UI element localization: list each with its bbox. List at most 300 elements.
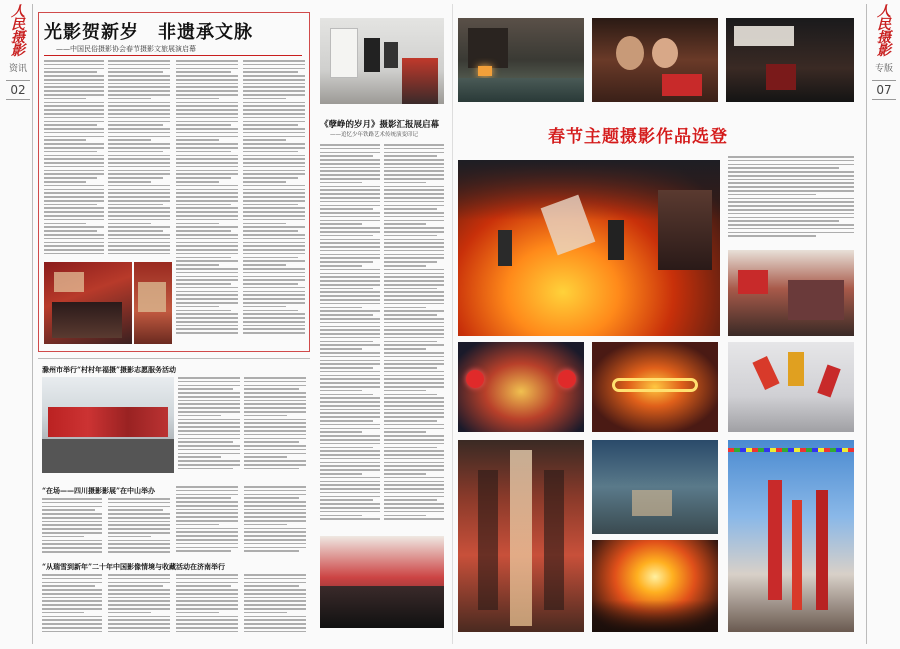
text-line: [384, 420, 437, 422]
text-line: [176, 242, 238, 244]
text-line: [108, 105, 170, 107]
text-line: [176, 181, 219, 183]
text-line: [44, 147, 104, 149]
text-line: [243, 215, 305, 217]
text-line: [176, 539, 238, 541]
text-line: [243, 219, 305, 221]
masthead-right: [872, 6, 896, 100]
text-line: [384, 341, 437, 343]
text-line: [728, 213, 854, 215]
text-line: [176, 139, 219, 141]
text-line: [728, 205, 854, 207]
text-line: [108, 98, 151, 100]
text-line: [384, 170, 444, 172]
text-line: [320, 352, 380, 354]
text-line: [320, 420, 373, 422]
text-line: [176, 253, 238, 255]
text-line: [176, 268, 238, 270]
text-line: [320, 235, 373, 237]
text-line: [384, 443, 444, 445]
text-line: [320, 276, 380, 278]
text-line: [178, 377, 240, 379]
text-line: [320, 397, 380, 399]
text-line: [108, 631, 170, 633]
text-line: [244, 512, 306, 514]
text-line: [44, 121, 104, 123]
text-line: [108, 139, 151, 141]
text-line: [320, 201, 380, 203]
text-line: [176, 600, 238, 602]
text-line: [44, 238, 104, 240]
text-line: [244, 494, 306, 496]
text-line: [320, 299, 380, 301]
text-line: [244, 396, 306, 398]
text-line: [728, 186, 854, 188]
text-line: [108, 64, 170, 66]
text-line: [176, 177, 231, 179]
text-line: [384, 375, 444, 377]
text-line: [178, 460, 240, 462]
text-line: [244, 509, 306, 511]
text-line: [243, 158, 305, 160]
text-line: [176, 71, 231, 73]
text-line: [728, 156, 854, 158]
text-line: [108, 597, 170, 599]
text-line: [108, 132, 170, 134]
text-line: [384, 201, 444, 203]
text-line: [244, 589, 306, 591]
text-line: [176, 574, 238, 576]
text-line: [44, 177, 97, 179]
text-line: [320, 499, 373, 501]
text-line: [244, 464, 306, 466]
text-line: [108, 196, 170, 198]
article-text: [108, 498, 170, 556]
text-line: [176, 535, 238, 537]
text-line: [44, 181, 86, 183]
text-line: [384, 163, 444, 165]
text-line: [243, 230, 298, 232]
text-line: [320, 197, 380, 199]
text-line: [176, 170, 238, 172]
text-line: [320, 428, 380, 430]
article-text: [42, 498, 102, 556]
text-line: [320, 469, 380, 471]
text-line: [244, 612, 287, 614]
text-line: [244, 539, 306, 541]
text-line: [108, 509, 163, 511]
text-line: [244, 388, 299, 390]
photo-iron-flower-sparks: [592, 540, 718, 632]
text-line: [728, 228, 854, 230]
text-line: [320, 496, 380, 498]
text-line: [384, 481, 444, 483]
text-line: [176, 631, 238, 633]
text-line: [728, 175, 854, 177]
text-line: [176, 497, 231, 499]
text-line: [42, 543, 102, 545]
text-line: [320, 280, 380, 282]
text-line: [176, 524, 219, 526]
text-line: [320, 356, 380, 358]
text-line: [178, 445, 240, 447]
text-line: [42, 597, 102, 599]
text-line: [176, 604, 238, 606]
text-line: [108, 147, 170, 149]
text-line: [176, 158, 238, 160]
text-line: [42, 616, 102, 618]
text-line: [42, 589, 102, 591]
text-line: [244, 531, 306, 533]
text-line: [384, 216, 444, 218]
text-line: [44, 166, 104, 168]
text-line: [176, 124, 231, 126]
text-line: [44, 185, 104, 187]
text-line: [384, 189, 444, 191]
text-line: [176, 494, 238, 496]
text-line: [243, 64, 305, 66]
text-line: [44, 242, 104, 244]
text-line: [320, 367, 373, 369]
text-line: [244, 426, 306, 428]
text-line: [384, 450, 444, 452]
text-line: [728, 217, 854, 219]
text-line: [384, 246, 444, 248]
text-line: [728, 224, 854, 226]
text-line: [243, 196, 305, 198]
text-line: [243, 287, 305, 289]
text-line: [243, 325, 305, 327]
text-line: [42, 513, 102, 515]
text-line: [384, 378, 444, 380]
text-line: [243, 321, 305, 323]
text-line: [108, 249, 170, 251]
text-line: [178, 468, 233, 470]
text-line: [320, 295, 380, 297]
text-line: [320, 284, 380, 286]
text-line: [108, 238, 170, 240]
text-line: [244, 415, 287, 417]
text-line: [176, 219, 238, 221]
text-line: [243, 260, 305, 262]
text-line: [108, 578, 170, 580]
text-line: [244, 497, 299, 499]
text-line: [244, 381, 306, 383]
text-line: [108, 189, 170, 191]
text-line: [320, 182, 362, 184]
text-line: [42, 502, 102, 504]
text-line: [176, 147, 238, 149]
text-line: [243, 291, 305, 293]
text-line: [44, 234, 104, 236]
text-line: [384, 469, 444, 471]
text-line: [320, 189, 380, 191]
text-line: [176, 531, 238, 533]
text-line: [244, 623, 306, 625]
text-line: [320, 220, 380, 222]
text-line: [320, 159, 380, 161]
text-line: [320, 223, 362, 225]
text-line: [384, 447, 437, 449]
text-line: [44, 253, 104, 255]
text-line: [108, 117, 170, 119]
text-line: [320, 186, 380, 188]
text-line: [176, 516, 238, 518]
text-line: [42, 547, 102, 549]
text-line: [44, 117, 104, 119]
text-line: [243, 128, 305, 130]
text-line: [108, 242, 170, 244]
text-line: [728, 160, 854, 162]
divider: [44, 55, 302, 56]
text-line: [108, 524, 170, 526]
text-line: [384, 356, 444, 358]
text-line: [176, 117, 238, 119]
text-line: [384, 299, 444, 301]
page-gutter: [452, 4, 453, 644]
text-line: [244, 419, 306, 421]
text-line: [243, 204, 298, 206]
text-line: [320, 439, 380, 441]
text-line: [42, 600, 102, 602]
text-line: [384, 322, 444, 324]
text-line: [176, 543, 238, 545]
article-5-title: “从瑞雪到新年”二十年中国影像情境与收藏活动在济南举行: [42, 562, 226, 571]
text-line: [243, 310, 298, 312]
text-line: [384, 148, 444, 150]
text-line: [384, 492, 444, 494]
text-line: [243, 68, 305, 70]
text-line: [176, 223, 219, 225]
text-line: [108, 619, 170, 621]
text-line: [244, 422, 306, 424]
text-line: [320, 405, 380, 407]
text-line: [244, 547, 306, 549]
text-line: [384, 159, 444, 161]
text-line: [176, 264, 219, 266]
text-line: [108, 627, 170, 629]
text-line: [384, 257, 444, 259]
text-line: [243, 83, 305, 85]
text-line: [384, 303, 444, 305]
text-line: [244, 582, 306, 584]
text-line: [384, 223, 426, 225]
text-line: [176, 185, 238, 187]
text-line: [178, 430, 240, 432]
text-line: [108, 234, 170, 236]
text-line: [384, 507, 444, 509]
text-line: [108, 219, 170, 221]
text-line: [108, 211, 170, 213]
text-line: [320, 511, 380, 513]
text-line: [728, 171, 854, 173]
text-line: [244, 434, 306, 436]
text-line: [384, 280, 444, 282]
text-line: [176, 200, 238, 202]
text-line: [243, 306, 286, 308]
text-line: [243, 170, 305, 172]
text-line: [320, 333, 380, 335]
text-line: [320, 424, 380, 426]
text-line: [108, 215, 170, 217]
text-line: [108, 192, 170, 194]
text-line: [42, 574, 102, 576]
text-line: [244, 516, 306, 518]
masthead-logo-left: 人民摄影: [11, 4, 25, 59]
text-line: [243, 279, 305, 281]
text-line: [176, 196, 238, 198]
text-line: [176, 578, 238, 580]
text-line: [108, 79, 170, 81]
text-line: [384, 484, 444, 486]
text-line: [384, 348, 426, 350]
column-rule: [866, 4, 867, 644]
text-line: [108, 582, 170, 584]
text-line: [320, 216, 380, 218]
text-line: [243, 207, 305, 209]
text-line: [243, 155, 305, 157]
text-line: [244, 430, 306, 432]
text-line: [176, 582, 238, 584]
text-line: [178, 381, 240, 383]
text-line: [176, 192, 238, 194]
text-line: [384, 477, 444, 479]
photo-opening-crowd: [320, 536, 444, 628]
masthead-left: [6, 6, 30, 100]
text-line: [243, 200, 305, 202]
text-line: [42, 585, 95, 587]
text-line: [176, 627, 238, 629]
text-line: [243, 143, 305, 145]
text-line: [176, 597, 238, 599]
text-line: [320, 250, 380, 252]
photo-fire-dragon-dance: [592, 342, 718, 432]
text-line: [243, 132, 305, 134]
text-line: [320, 144, 380, 146]
text-line: [384, 390, 426, 392]
text-line: [384, 416, 444, 418]
text-line: [108, 71, 163, 73]
text-line: [244, 627, 306, 629]
text-line: [108, 109, 170, 111]
text-line: [320, 208, 373, 210]
text-line: [320, 257, 380, 259]
text-line: [108, 585, 163, 587]
text-line: [42, 631, 102, 633]
text-line: [176, 109, 238, 111]
text-line: [320, 503, 380, 505]
text-line: [384, 337, 444, 339]
text-line: [178, 449, 240, 451]
text-line: [108, 207, 170, 209]
text-line: [42, 506, 102, 508]
text-line: [178, 415, 221, 417]
text-line: [108, 223, 151, 225]
text-line: [176, 245, 238, 247]
text-line: [384, 499, 437, 501]
text-line: [320, 329, 380, 331]
text-line: [108, 502, 170, 504]
text-line: [176, 215, 238, 217]
text-line: [320, 167, 380, 169]
text-line: [320, 337, 380, 339]
text-line: [42, 524, 102, 526]
text-line: [244, 460, 306, 462]
text-line: [384, 428, 444, 430]
text-line: [42, 536, 84, 538]
text-line: [44, 64, 104, 66]
article-text: [176, 486, 238, 556]
text-line: [384, 174, 444, 176]
text-line: [176, 68, 238, 70]
text-line: [384, 401, 444, 403]
text-line: [384, 333, 444, 335]
text-line: [178, 419, 240, 421]
text-line: [42, 627, 102, 629]
section-label-right: 专版: [874, 64, 893, 74]
text-line: [243, 257, 298, 259]
text-line: [176, 105, 238, 107]
article-text: [320, 144, 380, 524]
text-line: [320, 481, 380, 483]
text-line: [176, 64, 238, 66]
text-line: [320, 291, 380, 293]
text-line: [44, 189, 104, 191]
text-line: [320, 348, 362, 350]
text-line: [384, 265, 426, 267]
text-line: [44, 79, 104, 81]
text-line: [176, 283, 231, 285]
text-line: [244, 392, 306, 394]
text-line: [384, 178, 444, 180]
text-line: [108, 151, 163, 153]
text-line: [176, 520, 238, 522]
text-line: [178, 426, 240, 428]
text-line: [243, 75, 305, 77]
text-line: [244, 543, 306, 545]
photo-stilt-walkers-street: [728, 440, 854, 632]
text-line: [44, 113, 104, 115]
text-line: [178, 434, 240, 436]
text-line: [320, 288, 373, 290]
divider: [38, 358, 310, 359]
text-line: [384, 182, 426, 184]
text-line: [728, 179, 854, 181]
text-line: [176, 94, 238, 96]
text-line: [320, 322, 380, 324]
text-line: [44, 98, 86, 100]
text-line: [108, 204, 163, 206]
text-line: [176, 155, 238, 157]
text-line: [108, 158, 170, 160]
text-line: [244, 501, 306, 503]
text-line: [44, 207, 104, 209]
text-line: [176, 332, 238, 334]
article-text: [176, 574, 238, 636]
text-line: [384, 409, 444, 411]
text-line: [176, 291, 238, 293]
text-line: [384, 208, 437, 210]
text-line: [320, 382, 380, 384]
text-line: [176, 298, 238, 300]
text-line: [243, 162, 305, 164]
text-line: [176, 321, 238, 323]
text-line: [728, 232, 854, 234]
text-line: [244, 593, 306, 595]
text-line: [384, 431, 426, 433]
text-line: [320, 193, 380, 195]
text-line: [243, 185, 305, 187]
